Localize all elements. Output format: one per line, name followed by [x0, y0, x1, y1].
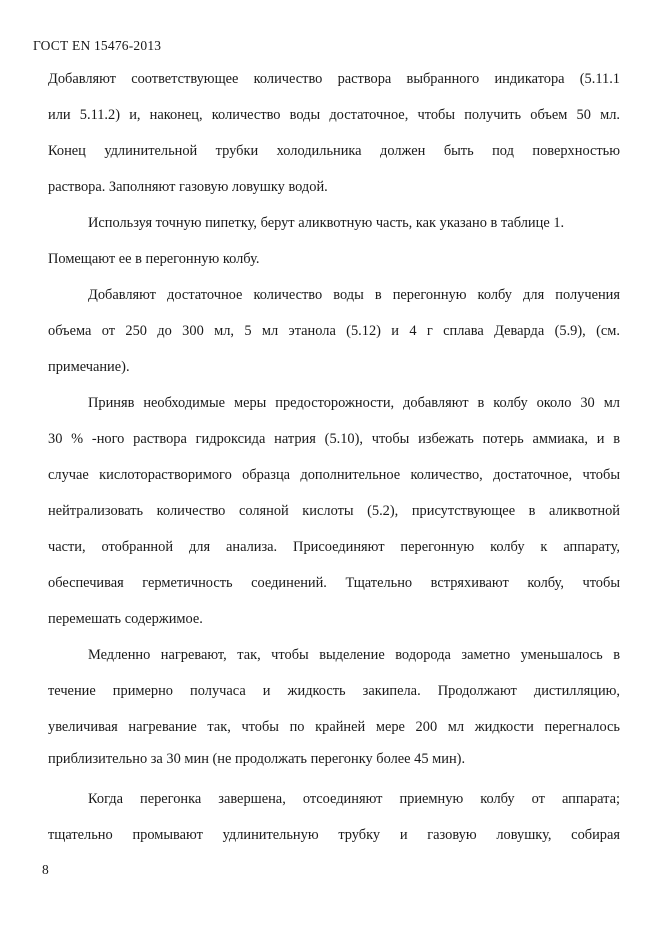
page-number: 8	[42, 862, 49, 877]
text-line: 30 % -ного раствора гидроксида натрия (5.10), чтобы избежать потерь аммиака, и в	[48, 431, 620, 447]
text-line: примечание).	[48, 359, 130, 375]
text-line: Приняв необходимые меры предосторожности, добавляют в колбу около 30 мл	[88, 395, 620, 411]
text-line: случае кислоторастворимого образца дополнительное количество, достаточное, чтобы	[48, 467, 620, 483]
document-header: ГОСТ EN 15476-2013	[33, 38, 162, 53]
text-line: Используя точную пипетку, берут аликвотную часть, как указано в таблице 1.	[88, 215, 565, 231]
text-line: перемешать содержимое.	[48, 611, 203, 627]
text-line: Медленно нагревают, так, чтобы выделение водорода заметно уменьшалось в	[88, 647, 620, 663]
text-line: тщательно промывают удлинительную трубку и газовую ловушку, собирая	[48, 827, 620, 843]
text-line: Помещают ее в перегонную колбу.	[48, 251, 260, 267]
text-line: приблизительно за 30 мин (не продолжать перегонку более 45 мин).	[48, 751, 466, 767]
text-line: Добавляют достаточное количество воды в перегонную колбу для получения	[88, 287, 620, 303]
text-line: части, отобранной для анализа. Присоединяют перегонную колбу к аппарату,	[48, 539, 620, 555]
text-line: увеличивая нагревание так, чтобы по крайней мере 200 мл жидкости перегналось	[48, 719, 620, 735]
text-line: течение примерно получаса и жидкость закипела. Продолжают дистилляцию,	[48, 683, 620, 699]
text-line: раствора. Заполняют газовую ловушку водой.	[48, 179, 328, 195]
text-line: Конец удлинительной трубки холодильника должен быть под поверхностью	[48, 143, 620, 159]
text-line: или 5.11.2) и, наконец, количество воды достаточное, чтобы получить объем 50 мл.	[48, 107, 620, 123]
text-line: обеспечивая герметичность соединений. Тщательно встряхивают колбу, чтобы	[48, 575, 620, 591]
text-line: объема от 250 до 300 мл, 5 мл этанола (5.12) и 4 г сплава Деварда (5.9), (см.	[48, 323, 620, 339]
text-line: Добавляют соответствующее количество раствора выбранного индикатора (5.11.1	[48, 71, 620, 87]
text-line: Когда перегонка завершена, отсоединяют приемную колбу от аппарата;	[88, 791, 620, 807]
text-line: нейтрализовать количество соляной кислоты (5.2), присутствующее в аликвотной	[48, 503, 620, 519]
